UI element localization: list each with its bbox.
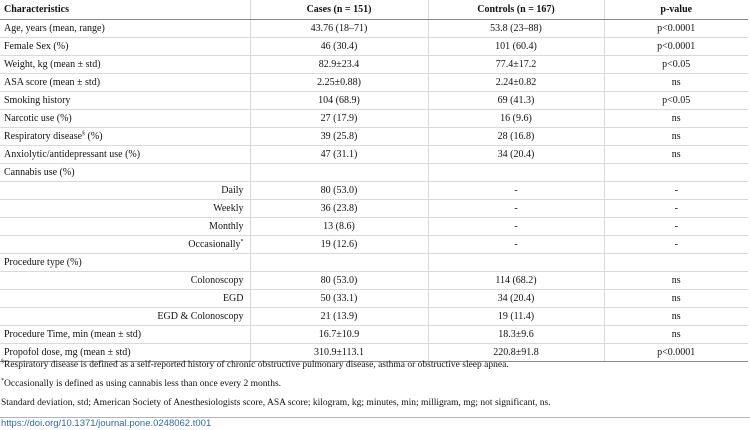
table-row <box>0 74 748 92</box>
table-row <box>0 290 748 308</box>
footnote-mark: § <box>82 131 86 137</box>
doi-link[interactable]: https://doi.org/10.1371/journal.pone.0248062.t001 <box>1 418 212 429</box>
controls-value: - <box>428 182 604 200</box>
cases-value <box>250 254 428 272</box>
p-value: ns <box>604 110 748 128</box>
row-label-text: Weekly <box>213 203 244 214</box>
cases-value: 46 (30.4) <box>250 38 428 56</box>
row-label-text: Occasionally <box>188 239 241 250</box>
controls-value: 77.4±17.2 <box>428 56 604 74</box>
row-label <box>0 218 250 236</box>
row-label-text: Respiratory disease <box>4 131 83 142</box>
row-label-text: Weight, kg (mean ± std) <box>4 59 101 70</box>
row-label <box>0 272 250 290</box>
row-label <box>0 308 250 326</box>
row-label-text: Procedure Time, min (mean ± std) <box>4 329 142 340</box>
p-value <box>604 254 748 272</box>
controls-value: 34 (20.4) <box>428 290 604 308</box>
controls-value: 34 (20.4) <box>428 146 604 164</box>
table-row <box>0 20 748 38</box>
cases-value: 80 (53.0) <box>250 272 428 290</box>
controls-value: 220.8±91.8 <box>428 344 604 362</box>
row-label-text: ASA score (mean ± std) <box>4 77 101 88</box>
controls-value: - <box>428 236 604 254</box>
controls-value: 19 (11.4) <box>428 308 604 326</box>
p-value <box>604 164 748 182</box>
table-footnotes <box>1 356 741 413</box>
table-row <box>0 326 748 344</box>
row-label-text: Monthly <box>209 221 244 232</box>
row-label-text: Cannabis use (%) <box>4 167 75 178</box>
table-row <box>0 92 748 110</box>
p-value: - <box>604 182 748 200</box>
row-label-text: Colonoscopy <box>190 275 244 286</box>
row-label <box>0 146 250 164</box>
cases-value: 27 (17.9) <box>250 110 428 128</box>
cases-value: 36 (23.8) <box>250 200 428 218</box>
cases-value: 310.9±113.1 <box>250 344 428 362</box>
p-value: ns <box>604 308 748 326</box>
p-value: ns <box>604 128 748 146</box>
controls-value: 53.8 (23–88) <box>428 20 604 38</box>
row-label <box>0 20 250 38</box>
row-label <box>0 254 250 272</box>
p-value: p<0.0001 <box>604 344 748 362</box>
cases-value: 19 (12.6) <box>250 236 428 254</box>
cases-value: 47 (31.1) <box>250 146 428 164</box>
row-label-text: EGD <box>222 293 244 304</box>
p-value: ns <box>604 326 748 344</box>
row-label <box>0 74 250 92</box>
p-value: - <box>604 236 748 254</box>
controls-value: 18.3±9.6 <box>428 326 604 344</box>
row-label <box>0 38 250 56</box>
row-label <box>0 182 250 200</box>
cases-value: 50 (33.1) <box>250 290 428 308</box>
row-label <box>0 92 250 110</box>
header-characteristics: Characteristics <box>0 0 250 20</box>
p-value: p<0.0001 <box>604 38 748 56</box>
table-row <box>0 56 748 74</box>
row-label-text: Propofol dose, mg (mean ± std) <box>4 347 131 358</box>
cases-value: 82.9±23.4 <box>250 56 428 74</box>
table-header-row <box>0 0 748 20</box>
table-row <box>0 200 748 218</box>
footnote-mark: § <box>1 359 4 365</box>
table-row <box>0 236 748 254</box>
table-row <box>0 128 748 146</box>
cases-value: 16.7±10.9 <box>250 326 428 344</box>
row-label-text: Female Sex (%) <box>4 41 69 52</box>
row-label <box>0 164 250 182</box>
footnote-abbreviations: Standard deviation, std; American Society of Anesthesiologists score, ASA score; kilogram, kg; minutes, min; milligram, mg; not significant, ns. <box>1 398 551 408</box>
row-label <box>0 290 250 308</box>
p-value: p<0.05 <box>604 92 748 110</box>
footnote-respiratory <box>1 356 741 375</box>
controls-value: 28 (16.8) <box>428 128 604 146</box>
controls-value: 2.24±0.82 <box>428 74 604 92</box>
p-value: - <box>604 200 748 218</box>
row-label-text: Daily <box>221 185 244 196</box>
table-row <box>0 218 748 236</box>
row-label-text: Smoking history <box>4 95 71 106</box>
cases-value: 13 (8.6) <box>250 218 428 236</box>
footnote-mark: * <box>240 239 244 245</box>
table-row <box>0 164 748 182</box>
header-controls: Controls (n = 167) <box>428 0 604 20</box>
cases-value: 80 (53.0) <box>250 182 428 200</box>
controls-value: - <box>428 218 604 236</box>
header-p-value: p-value <box>604 0 748 20</box>
row-label-text: Anxiolytic/antidepressant use (%) <box>4 149 141 160</box>
table-row <box>0 254 748 272</box>
footnote-text: Respiratory disease is defined as a self-reported history of chronic obstructive pulmonary disease, asthma or obstructive sleep apnea. <box>4 360 509 370</box>
cases-value: 2.25±0.88) <box>250 74 428 92</box>
table-body <box>0 20 748 362</box>
controls-value: - <box>428 200 604 218</box>
row-label-suffix: (%) <box>85 131 103 142</box>
table-row <box>0 110 748 128</box>
header-cases: Cases (n = 151) <box>250 0 428 20</box>
controls-value: 16 (9.6) <box>428 110 604 128</box>
row-label <box>0 326 250 344</box>
row-label-text: Narcotic use (%) <box>4 113 72 124</box>
table-row <box>0 182 748 200</box>
row-label <box>0 110 250 128</box>
controls-value <box>428 254 604 272</box>
table-row <box>0 272 748 290</box>
row-label <box>0 128 250 146</box>
p-value: ns <box>604 272 748 290</box>
cases-value: 21 (13.9) <box>250 308 428 326</box>
p-value: - <box>604 218 748 236</box>
table-row <box>0 308 748 326</box>
row-label-text: Procedure type (%) <box>4 257 82 268</box>
controls-value <box>428 164 604 182</box>
cases-value <box>250 164 428 182</box>
row-label <box>0 200 250 218</box>
table-row <box>0 146 748 164</box>
row-label-text: Age, years (mean, range) <box>4 23 105 34</box>
p-value: p<0.0001 <box>604 20 748 38</box>
row-label-text: EGD & Colonoscopy <box>157 311 244 322</box>
p-value: ns <box>604 146 748 164</box>
footnote-text: Occasionally is defined as using cannabis less than once every 2 months. <box>4 379 282 389</box>
row-label <box>0 56 250 74</box>
cases-value: 43.76 (18–71) <box>250 20 428 38</box>
footnote-occasionally <box>1 375 741 394</box>
controls-value: 101 (60.4) <box>428 38 604 56</box>
controls-value: 69 (41.3) <box>428 92 604 110</box>
row-label <box>0 236 250 254</box>
p-value: ns <box>604 74 748 92</box>
controls-value: 114 (68.2) <box>428 272 604 290</box>
table-row <box>0 38 748 56</box>
p-value: p<0.05 <box>604 56 748 74</box>
cases-value: 39 (25.8) <box>250 128 428 146</box>
p-value: ns <box>604 290 748 308</box>
footnote-mark: * <box>1 378 4 384</box>
cases-value: 104 (68.9) <box>250 92 428 110</box>
